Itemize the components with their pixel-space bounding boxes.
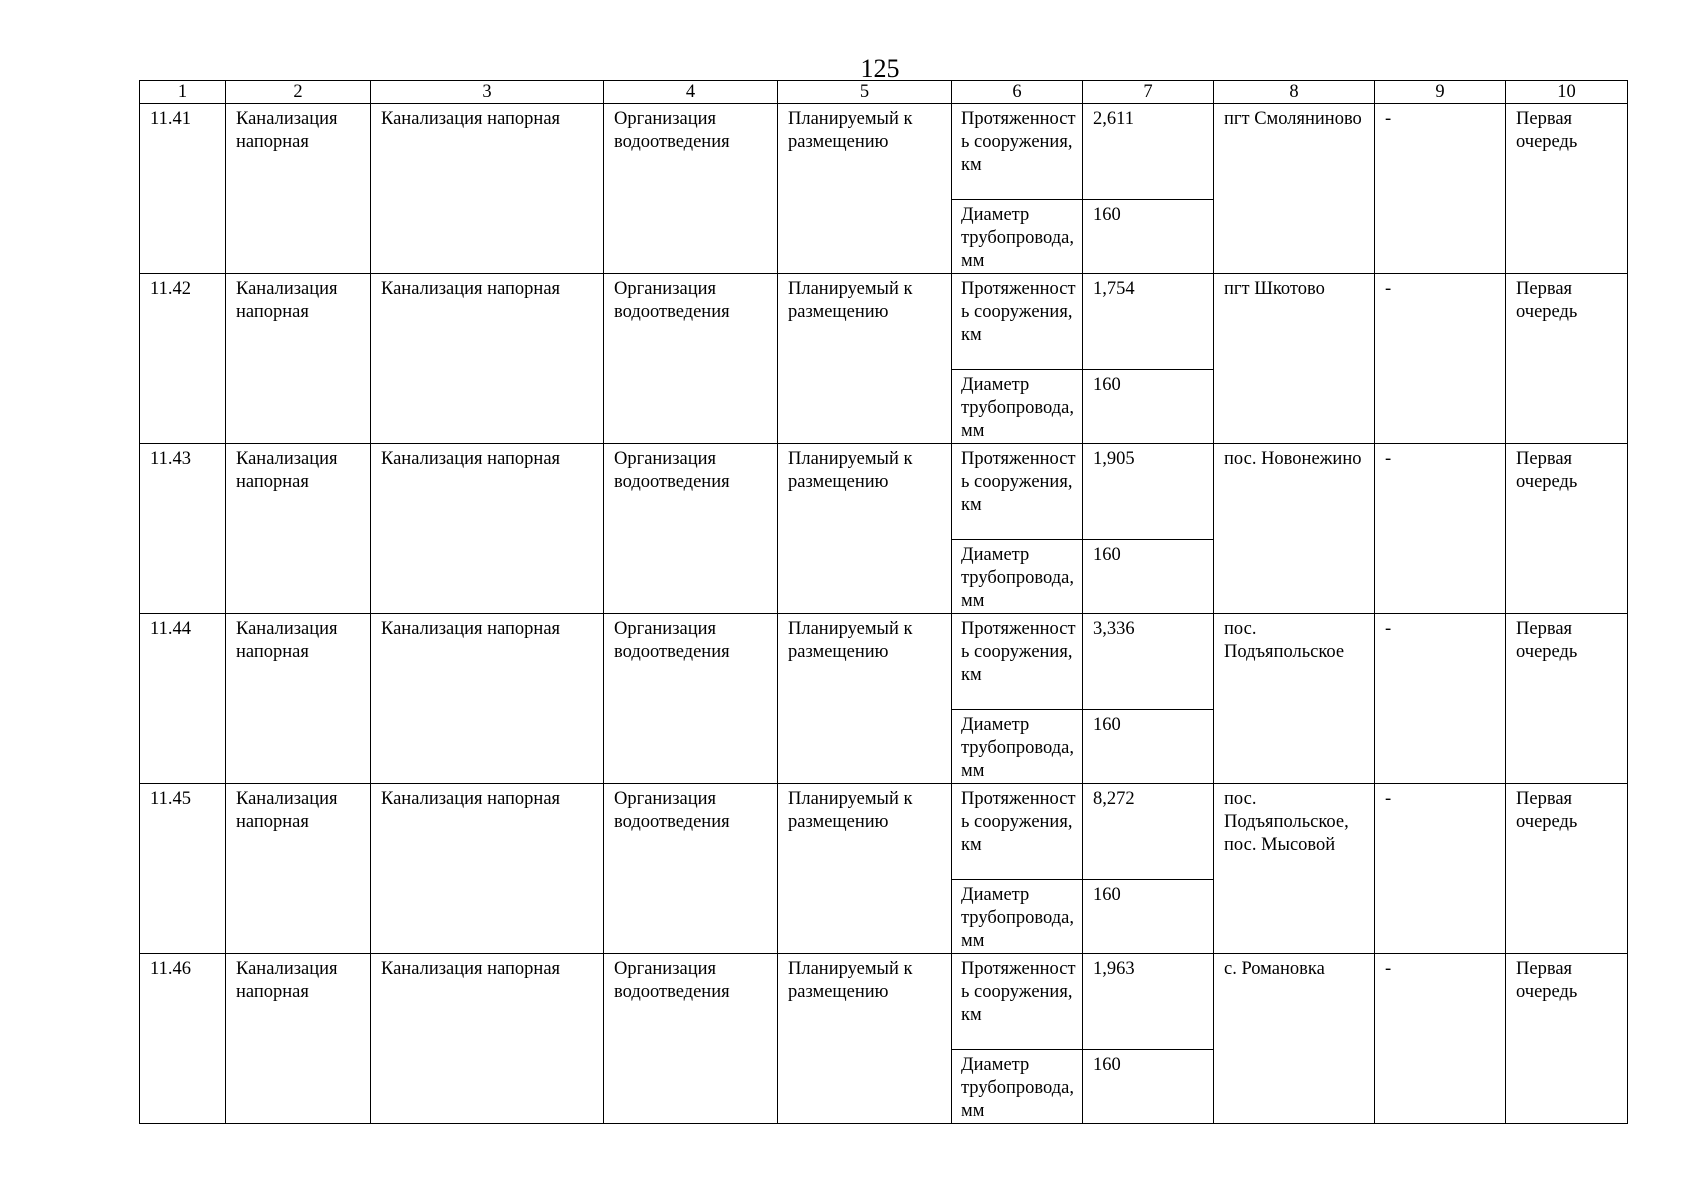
diameter-value: 160 bbox=[1083, 880, 1214, 954]
row-number: 11.43 bbox=[140, 444, 226, 614]
zone: - bbox=[1375, 444, 1506, 614]
row-number: 11.44 bbox=[140, 614, 226, 784]
length-value: 1,754 bbox=[1083, 274, 1214, 370]
length-value: 3,336 bbox=[1083, 614, 1214, 710]
diameter-value: 160 bbox=[1083, 540, 1214, 614]
object-type: Канализация напорная bbox=[226, 614, 371, 784]
table-row bbox=[140, 274, 1628, 370]
row-number: 11.41 bbox=[140, 104, 226, 274]
zone: - bbox=[1375, 784, 1506, 954]
stage: Первая очередь bbox=[1506, 784, 1628, 954]
zone: - bbox=[1375, 954, 1506, 1124]
table-row bbox=[140, 614, 1628, 710]
object-name: Канализация напорная bbox=[371, 274, 604, 444]
column-number: 5 bbox=[778, 81, 952, 104]
object-name: Канализация напорная bbox=[371, 784, 604, 954]
object-status: Планируемый к размещению bbox=[778, 784, 952, 954]
column-number: 6 bbox=[952, 81, 1083, 104]
object-type: Канализация напорная bbox=[226, 954, 371, 1124]
object-type: Канализация напорная bbox=[226, 444, 371, 614]
table-row bbox=[140, 784, 1628, 880]
column-number: 9 bbox=[1375, 81, 1506, 104]
object-status: Планируемый к размещению bbox=[778, 274, 952, 444]
object-type: Канализация напорная bbox=[226, 274, 371, 444]
row-number: 11.45 bbox=[140, 784, 226, 954]
length-label: Протяженность сооружения, км bbox=[952, 954, 1083, 1050]
zone: - bbox=[1375, 274, 1506, 444]
object-type: Канализация напорная bbox=[226, 104, 371, 274]
object-name: Канализация напорная bbox=[371, 614, 604, 784]
row-number: 11.46 bbox=[140, 954, 226, 1124]
table-row bbox=[140, 104, 1628, 200]
location: с. Романовка bbox=[1214, 954, 1375, 1124]
table-row bbox=[140, 444, 1628, 540]
object-type: Канализация напорная bbox=[226, 784, 371, 954]
object-purpose: Организация водоотведения bbox=[604, 784, 778, 954]
length-value: 1,905 bbox=[1083, 444, 1214, 540]
stage: Первая очередь bbox=[1506, 954, 1628, 1124]
object-status: Планируемый к размещению bbox=[778, 614, 952, 784]
diameter-label: Диаметр трубопровода, мм bbox=[952, 880, 1083, 954]
length-label: Протяженность сооружения, км bbox=[952, 444, 1083, 540]
stage: Первая очередь bbox=[1506, 614, 1628, 784]
object-name: Канализация напорная bbox=[371, 104, 604, 274]
stage: Первая очередь bbox=[1506, 444, 1628, 614]
location: пгт Смоляниново bbox=[1214, 104, 1375, 274]
row-number: 11.42 bbox=[140, 274, 226, 444]
length-label: Протяженность сооружения, км bbox=[952, 104, 1083, 200]
column-number: 2 bbox=[226, 81, 371, 104]
diameter-label: Диаметр трубопровода, мм bbox=[952, 710, 1083, 784]
diameter-value: 160 bbox=[1083, 710, 1214, 784]
diameter-label: Диаметр трубопровода, мм bbox=[952, 370, 1083, 444]
length-label: Протяженность сооружения, км bbox=[952, 614, 1083, 710]
column-number: 4 bbox=[604, 81, 778, 104]
length-label: Протяженность сооружения, км bbox=[952, 784, 1083, 880]
column-number: 1 bbox=[140, 81, 226, 104]
diameter-label: Диаметр трубопровода, мм bbox=[952, 200, 1083, 274]
zone: - bbox=[1375, 104, 1506, 274]
location: пос. Подъяпольское bbox=[1214, 614, 1375, 784]
stage: Первая очередь bbox=[1506, 274, 1628, 444]
length-value: 1,963 bbox=[1083, 954, 1214, 1050]
object-purpose: Организация водоотведения bbox=[604, 614, 778, 784]
column-number: 10 bbox=[1506, 81, 1628, 104]
object-purpose: Организация водоотведения bbox=[604, 274, 778, 444]
length-value: 8,272 bbox=[1083, 784, 1214, 880]
object-purpose: Организация водоотведения bbox=[604, 444, 778, 614]
object-status: Планируемый к размещению bbox=[778, 954, 952, 1124]
stage: Первая очередь bbox=[1506, 104, 1628, 274]
diameter-label: Диаметр трубопровода, мм bbox=[952, 1050, 1083, 1124]
location: пос. Подъяпольское, пос. Мысовой bbox=[1214, 784, 1375, 954]
diameter-value: 160 bbox=[1083, 370, 1214, 444]
object-purpose: Организация водоотведения bbox=[604, 104, 778, 274]
location: пгт Шкотово bbox=[1214, 274, 1375, 444]
object-name: Канализация напорная bbox=[371, 444, 604, 614]
objects-table bbox=[139, 80, 1628, 1124]
page-number: 125 bbox=[860, 54, 900, 83]
diameter-value: 160 bbox=[1083, 200, 1214, 274]
diameter-value: 160 bbox=[1083, 1050, 1214, 1124]
table-row bbox=[140, 954, 1628, 1050]
location: пос. Новонежино bbox=[1214, 444, 1375, 614]
object-name: Канализация напорная bbox=[371, 954, 604, 1124]
column-number: 3 bbox=[371, 81, 604, 104]
object-status: Планируемый к размещению bbox=[778, 444, 952, 614]
diameter-label: Диаметр трубопровода, мм bbox=[952, 540, 1083, 614]
object-status: Планируемый к размещению bbox=[778, 104, 952, 274]
column-number-row bbox=[140, 81, 1628, 104]
column-number: 7 bbox=[1083, 81, 1214, 104]
zone: - bbox=[1375, 614, 1506, 784]
object-purpose: Организация водоотведения bbox=[604, 954, 778, 1124]
length-value: 2,611 bbox=[1083, 104, 1214, 200]
column-number: 8 bbox=[1214, 81, 1375, 104]
length-label: Протяженность сооружения, км bbox=[952, 274, 1083, 370]
